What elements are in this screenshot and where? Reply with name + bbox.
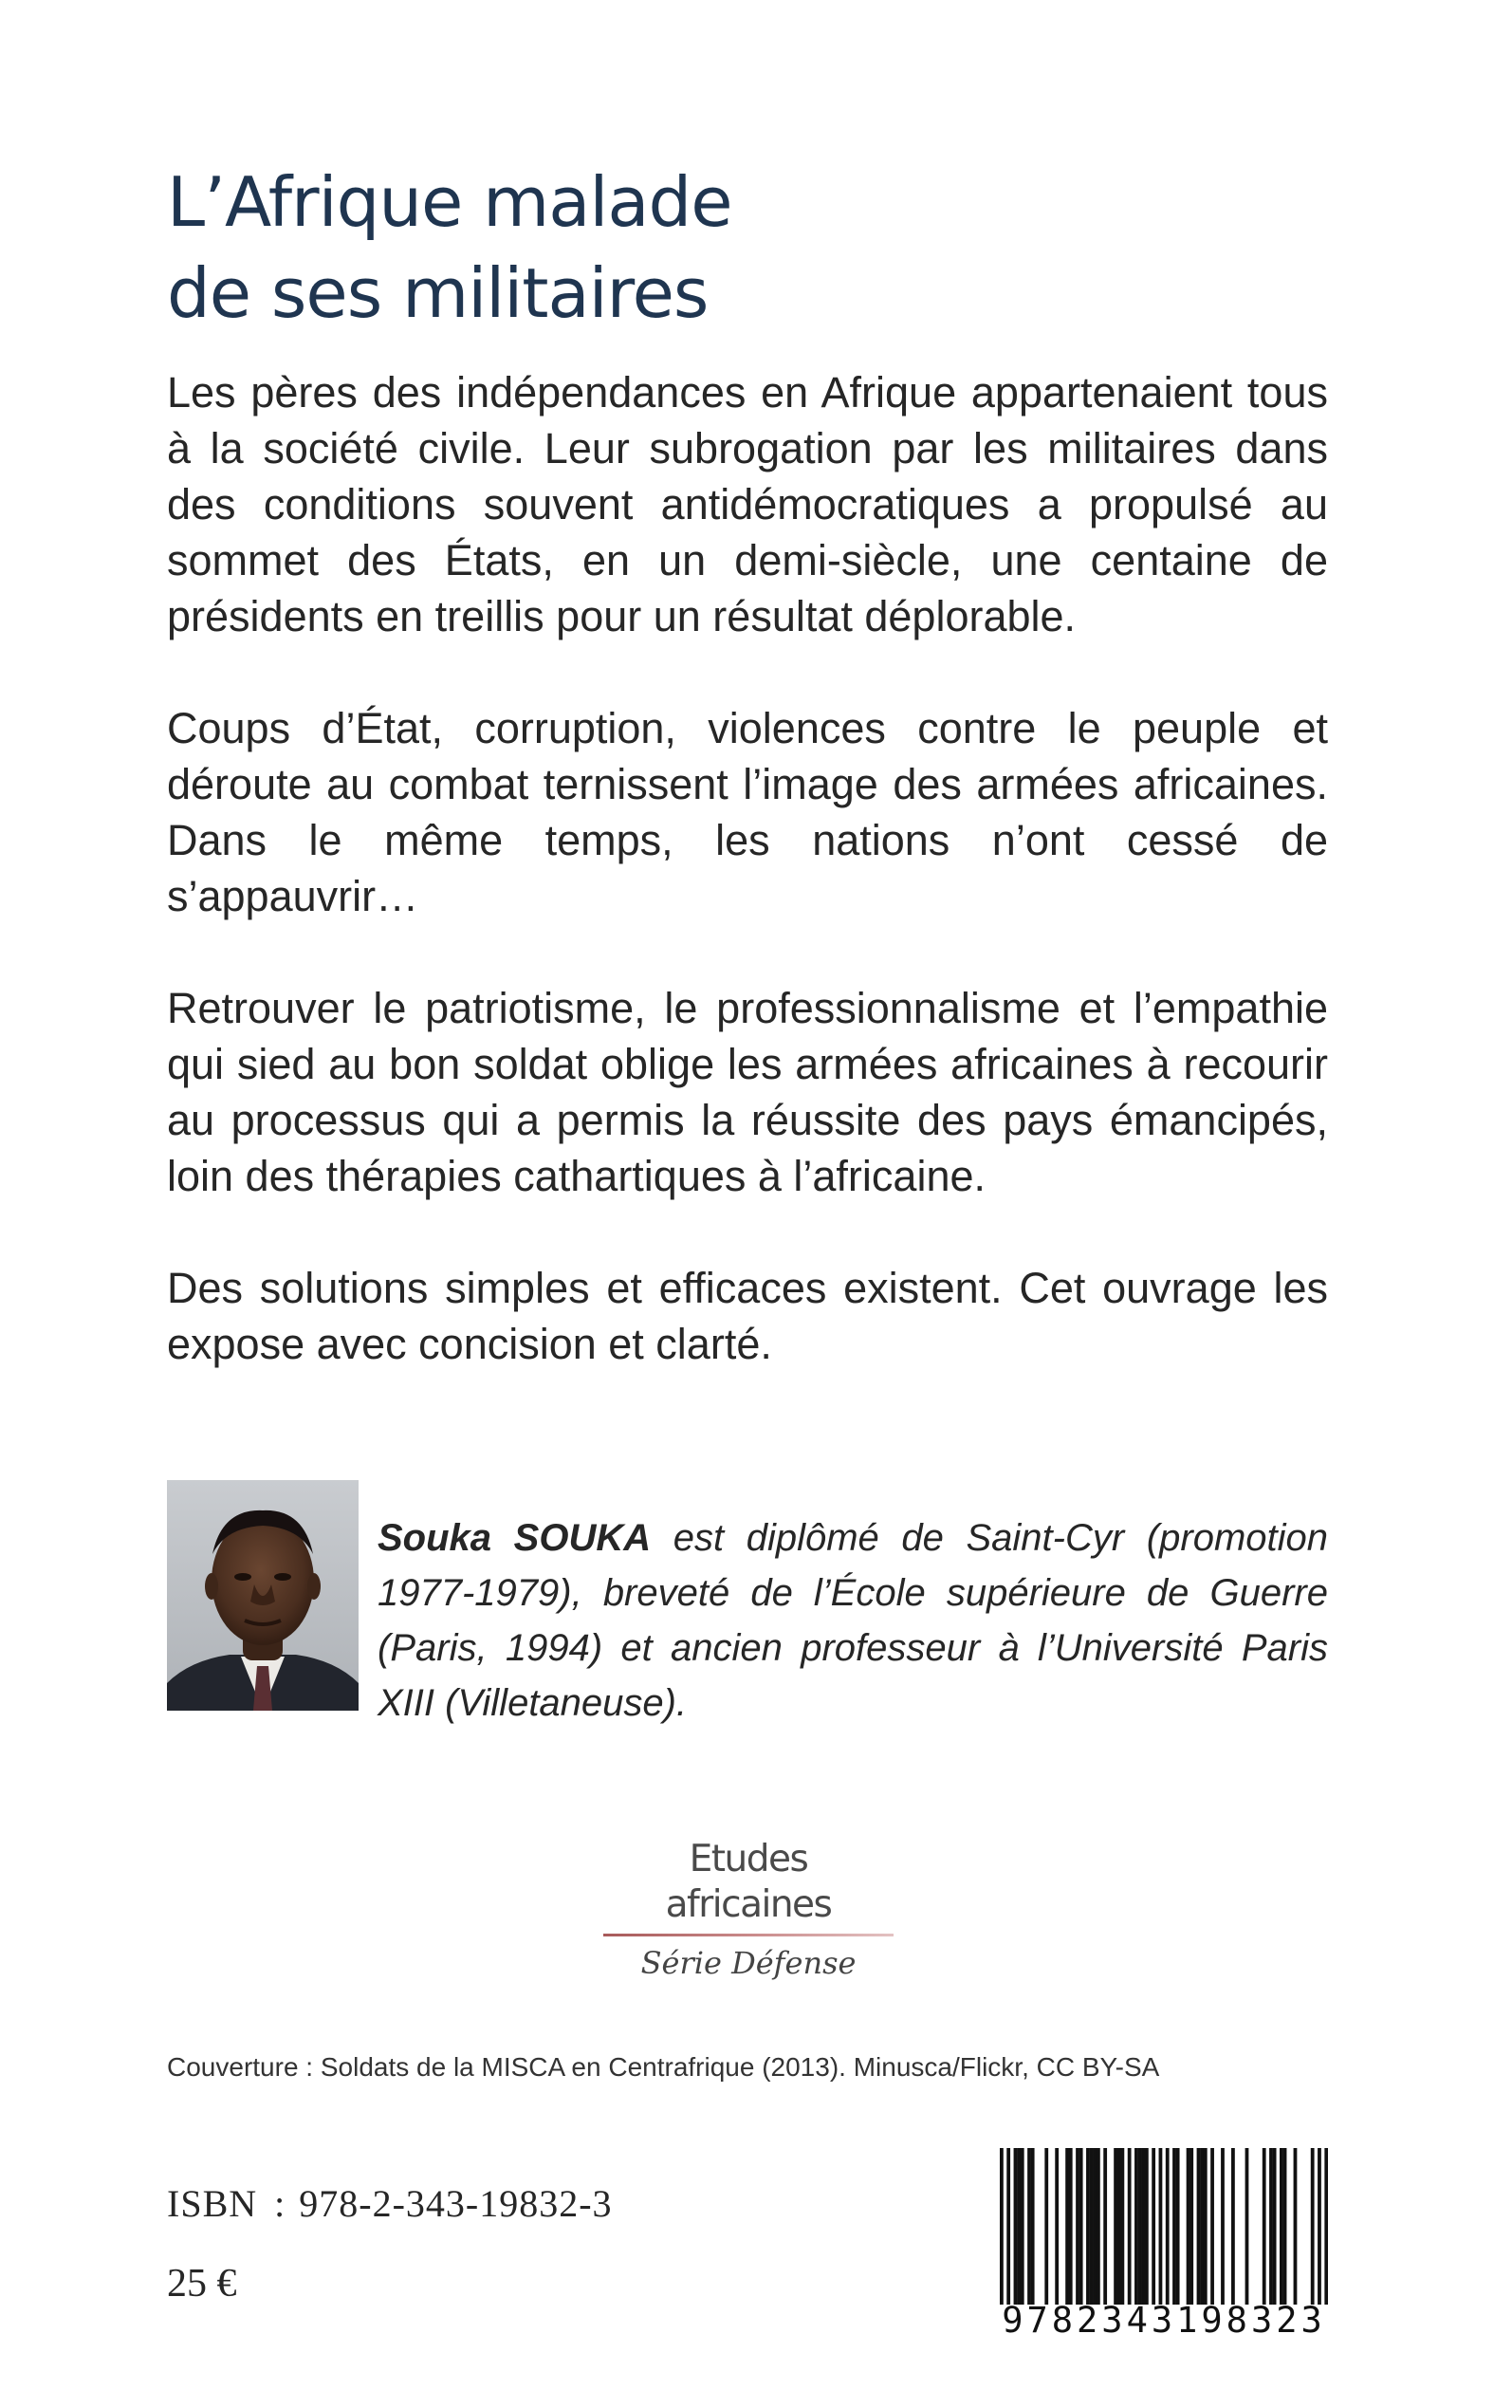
barcode-bar [1055,2148,1059,2305]
book-title [167,157,1362,339]
barcode-bar [1318,2148,1321,2305]
barcode-bar [1269,2148,1273,2305]
barcode-bar [1210,2148,1214,2305]
author-bio-text: est diplômé de Saint-Cyr (promotion 1977-1979), breveté de l’École supérieure de Guerre (Paris, 1994) et ancien professeur à l’Université Paris XIII (Villetaneuse). [378,1517,1328,1724]
barcode-bar [1141,2148,1145,2305]
cover-photo-credit: Couverture : Soldats de la MISCA en Centrafrique (2013). Minusca/Flickr, CC BY-SA [167,2052,1160,2082]
barcode-bar [1166,2148,1170,2305]
barcode-bar [1017,2148,1021,2305]
barcode-bar [1200,2148,1204,2305]
barcode-bar [1086,2148,1090,2305]
barcode-bar [1090,2148,1094,2305]
blurb-paragraph-1: Les pères des indépendances en Afrique appartenaient tous à la société civile. Leur subrogation par les militaires dans des conditions souvent antidémocratiques a propulsé au sommet des États, en un demi-siècle, une centaine de présidents en treillis pour un résultat déplorable. [167,368,1328,640]
collection-logo [603,1837,894,1982]
isbn-label: ISBN [167,2182,258,2225]
barcode-bar [1065,2148,1069,2305]
collection-divider [603,1934,894,1936]
isbn-separator: : [274,2182,286,2225]
barcode-bar [1031,2148,1035,2305]
barcode-bar [1079,2148,1083,2305]
barcode-bar [1044,2148,1048,2305]
barcode [1000,2148,1328,2305]
blurb-paragraph-2: Coups d’État, corruption, violences contre le peuple et déroute au combat ternissent l’image des armées africaines. Dans le même temps, les nations n’ont cessé de s’appauvrir… [167,704,1328,920]
barcode-bar [1273,2148,1277,2305]
barcode-bar [1187,2148,1190,2305]
book-title-line-1: L’Afrique malade [167,162,732,242]
barcode-bar [1128,2148,1132,2305]
collection-name: Etudes africaines [665,1838,832,1926]
back-cover-blurb [167,364,1328,1428]
barcode-bar [1159,2148,1163,2305]
barcode-bar [1093,2148,1097,2305]
barcode-bar [1000,2148,1004,2305]
barcode-bar [1324,2148,1328,2305]
author-bio [378,1510,1328,1731]
barcode-bar [1138,2148,1142,2305]
barcode-bar [1221,2148,1225,2305]
barcode-bar [1263,2148,1266,2305]
barcode-bar [1294,2148,1298,2305]
barcode-bar [1120,2148,1124,2305]
barcode-bar [1204,2148,1208,2305]
barcode-bar [1280,2148,1283,2305]
barcode-bar [1027,2148,1031,2305]
barcode-bar [1283,2148,1287,2305]
barcode-bar [1176,2148,1180,2305]
barcode-bar [1006,2148,1010,2305]
isbn-line [167,2179,613,2229]
blurb-paragraph-4: Des solutions simples et efficaces existent. Cet ouvrage les expose avec concision et clarté. [167,1264,1328,1368]
barcode-bar [1152,2148,1155,2305]
barcode-bar [1172,2148,1176,2305]
author-photo [167,1480,359,1711]
barcode-bar [1231,2148,1235,2305]
collection-series: Série Défense [640,1945,857,1981]
isbn-number: 978-2-343-19832-3 [299,2182,613,2225]
barcode-bar [1117,2148,1121,2305]
barcode-bar [1134,2148,1138,2305]
barcode-bar [1097,2148,1100,2305]
barcode-bar [1311,2148,1315,2305]
price: 25 € [167,2262,237,2306]
barcode-bar [1245,2148,1249,2305]
barcode-bar [1076,2148,1079,2305]
author-name: Souka SOUKA [378,1517,652,1559]
barcode-bar [1145,2148,1149,2305]
barcode-bar [1021,2148,1024,2305]
barcode-digits: 9782343198323 [1002,2300,1326,2341]
book-title-line-2: de ses militaires [167,253,709,333]
barcode-bar [1069,2148,1073,2305]
blurb-paragraph-3: Retrouver le patriotisme, le professionnalisme et l’empathie qui sied au bon soldat oblige les armées africaines à recourir au processus qui a permis la réussite des pays émancipés, loin des thérapies cathartiques à l’africaine. [167,984,1328,1200]
barcode-bar [1197,2148,1201,2305]
barcode-bar [1114,2148,1117,2305]
barcode-bar [1189,2148,1193,2305]
barcode-bar [1014,2148,1018,2305]
barcode-graphic [1000,2148,1328,2305]
barcode-bar [1103,2148,1107,2305]
